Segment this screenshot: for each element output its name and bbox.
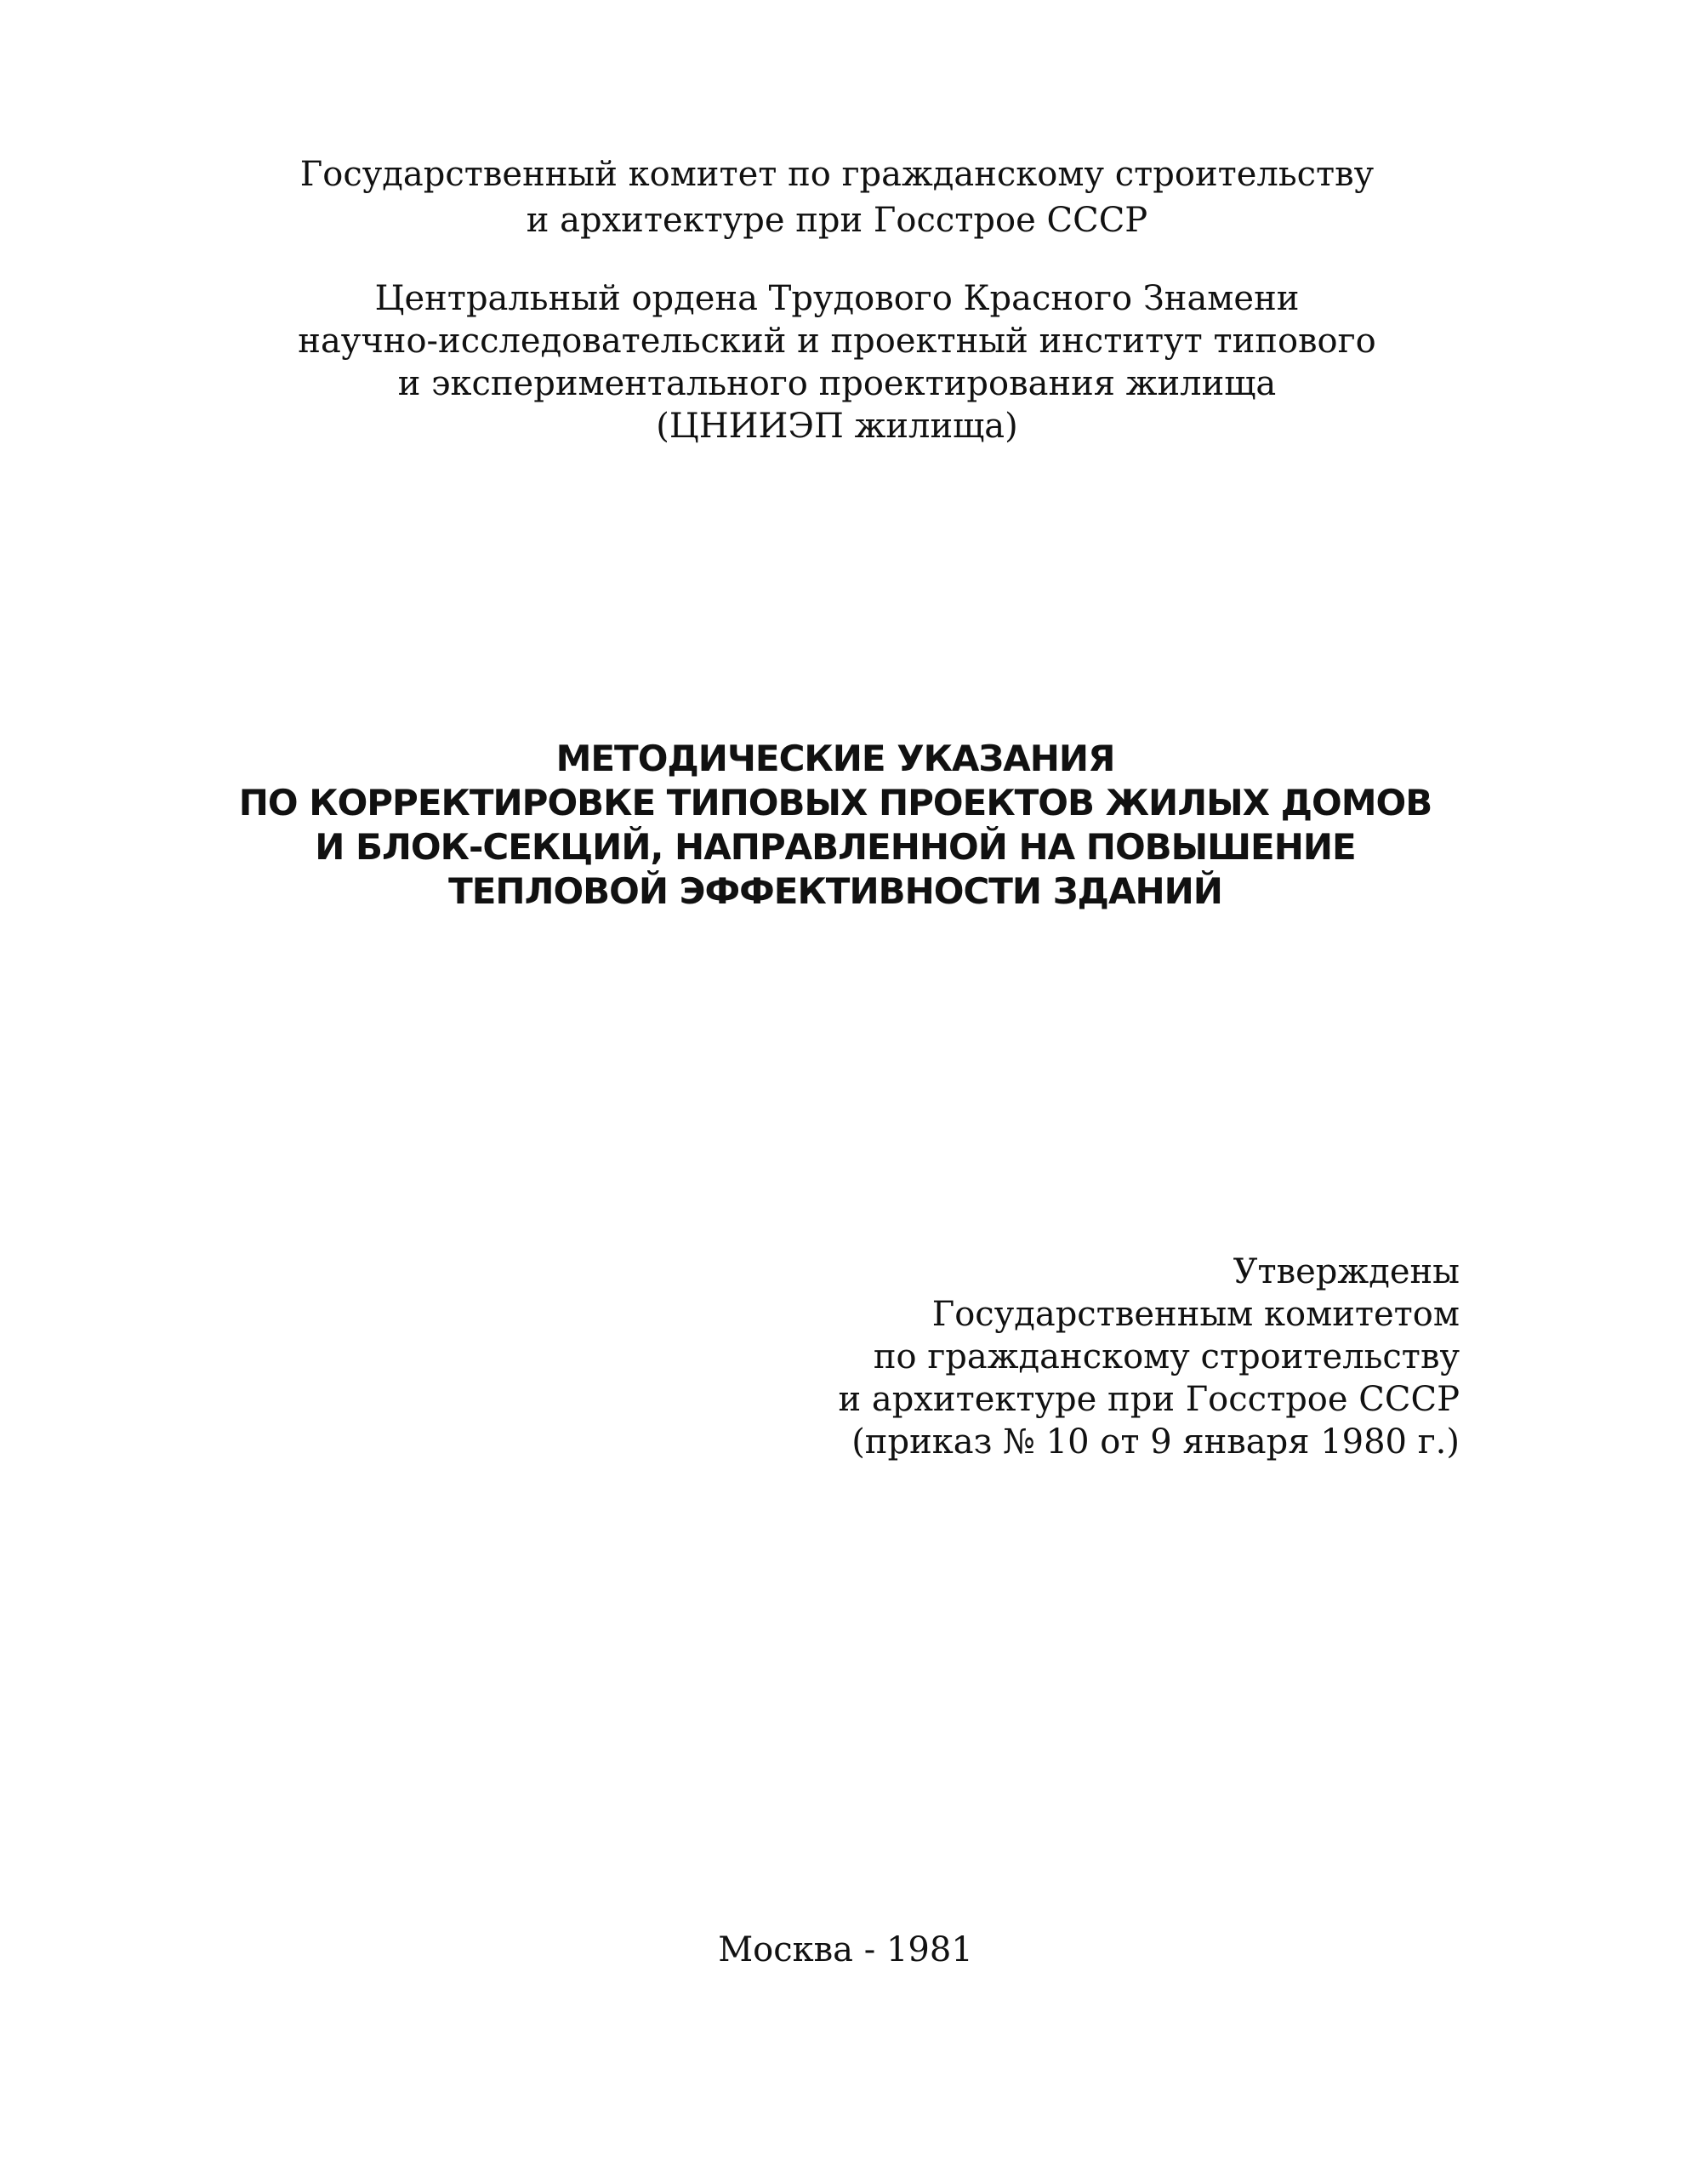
institute-line-4: (ЦНИИЭП жилища) (656, 407, 1018, 446)
publication-footer (0, 1928, 1708, 1972)
approval-line-2: Государственным комитетом (931, 1295, 1460, 1334)
institute-line-1: Центральный ордена Трудового Красного Знамени (374, 279, 1300, 318)
approval-line-3: по гражданскому строительству (873, 1337, 1460, 1376)
committee-line-2: и архитектуре при Госстрое СССР (526, 201, 1148, 240)
place-year: Москва - 1981 (718, 1930, 973, 1969)
institute-heading (0, 277, 1708, 447)
committee-heading (0, 151, 1708, 243)
approval-note (694, 1251, 1460, 1463)
approval-line-4: и архитектуре при Госстрое СССР (838, 1380, 1460, 1419)
title-line-3: И БЛОК-СЕКЦИЙ, НАПРАВЛЕННОЙ НА ПОВЫШЕНИЕ (315, 826, 1356, 868)
institute-line-2: научно-исследовательский и проектный институт типового (298, 322, 1376, 361)
document-title (0, 737, 1708, 914)
title-line-1: МЕТОДИЧЕСКИЕ УКАЗАНИЯ (555, 738, 1115, 779)
approval-line-5: (приказ № 10 от 9 января 1980 г.) (851, 1422, 1460, 1462)
institute-line-3: и экспериментального проектирования жилища (397, 364, 1277, 403)
title-line-4: ТЕПЛОВОЙ ЭФФЕКТИВНОСТИ ЗДАНИЙ (448, 870, 1222, 912)
title-line-2: ПО КОРРЕКТИРОВКЕ ТИПОВЫХ ПРОЕКТОВ ЖИЛЫХ ДОМОВ (238, 782, 1432, 824)
approval-line-1: Утверждены (1233, 1252, 1460, 1291)
committee-line-1: Государственный комитет по гражданскому строительству (299, 155, 1375, 194)
